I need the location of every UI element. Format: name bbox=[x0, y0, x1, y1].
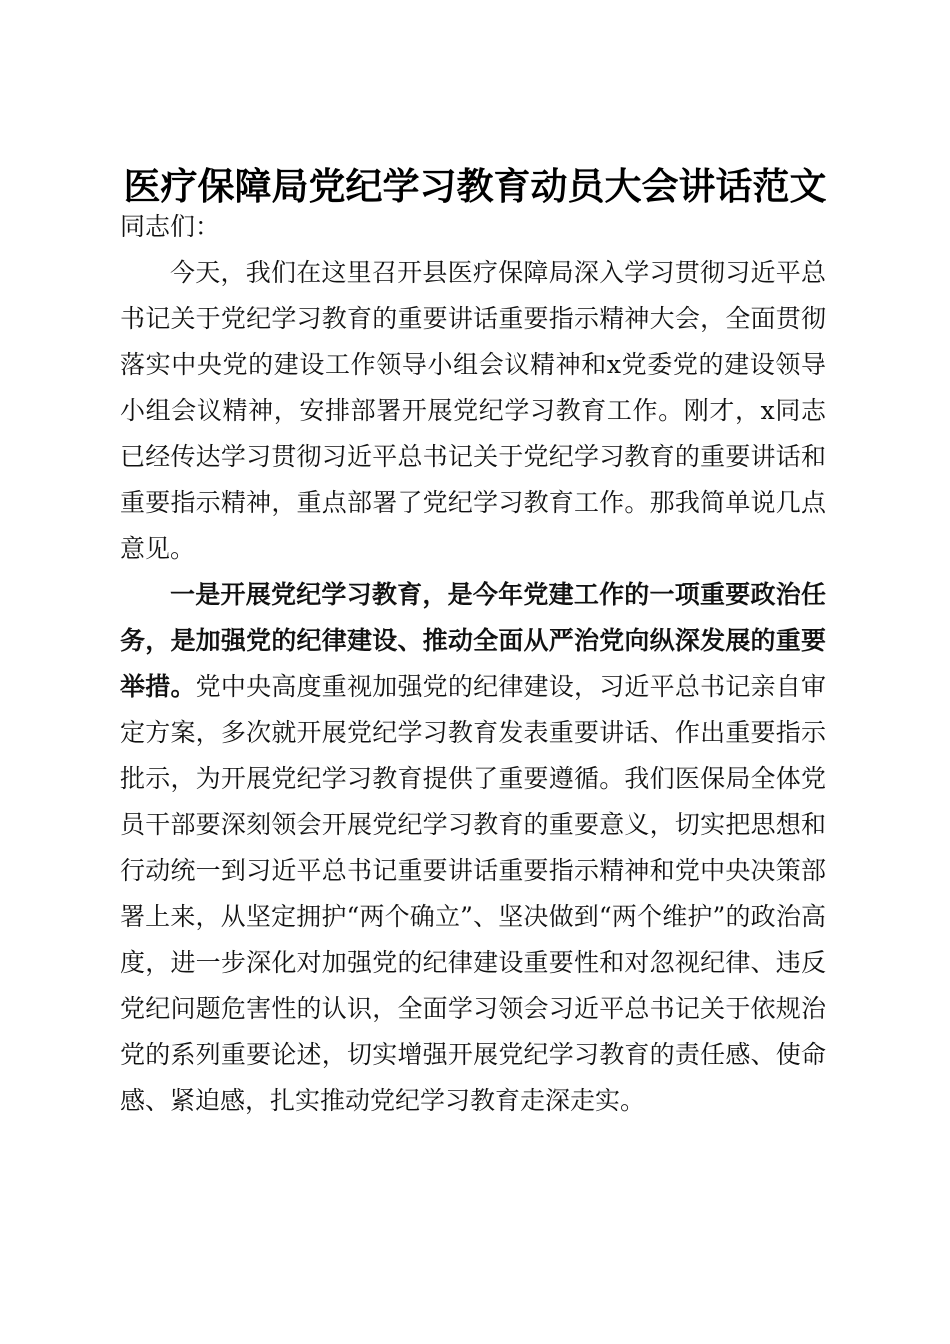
document-body bbox=[120, 204, 826, 1124]
paragraph-opening-text: 今天，我们在这里召开县医疗保障局深入学习贯彻习近平总书记关于党纪学习教育的重要讲话重要指示精神大会，全面贯彻落实中央党的建设工作领导小组会议精神和x党委党的建设领导小组会议精神，安排部署开展党纪学习教育工作。刚才，x同志已经传达学习贯彻习近平总书记关于党纪学习教育的重要讲话和重要指示精神，重点部署了党纪学习教育工作。那我简单说几点意见。 bbox=[120, 258, 826, 563]
salutation: 同志们： bbox=[120, 212, 221, 241]
paragraph-opening bbox=[120, 250, 826, 572]
paragraph-point-one-lead: 一是开展党纪学习教育，是今年党建工作的一项重要政治任务，是加强党的纪律建设、推动全面从严治党向纵深发展的重要举措。 bbox=[120, 580, 826, 701]
paragraph-point-one-text: 党中央高度重视加强党的纪律建设，习近平总书记亲自审定方案，多次就开展党纪学习教育发表重要讲话、作出重要指示批示，为开展党纪学习教育提供了重要遵循。我们医保局全体党员干部要深刻领会开展党纪学习教育的重要意义，切实把思想和行动统一到习近平总书记重要讲话重要指示精神和党中央决策部署上来，从坚定拥护“两个确立”、坚决做到“两个维护”的政治高度，进一步深化对加强党的纪律建设重要性和对忽视纪律、违反党纪问题危害性的认识，全面学习领会习近平总书记关于依规治党的系列重要论述，切实增强开展党纪学习教育的责任感、使命感、紧迫感，扎实推动党纪学习教育走深走实。 bbox=[120, 672, 826, 1115]
paragraph-point-one bbox=[120, 572, 826, 1124]
document-title: 医疗保障局党纪学习教育动员大会讲话范文 bbox=[123, 163, 827, 208]
